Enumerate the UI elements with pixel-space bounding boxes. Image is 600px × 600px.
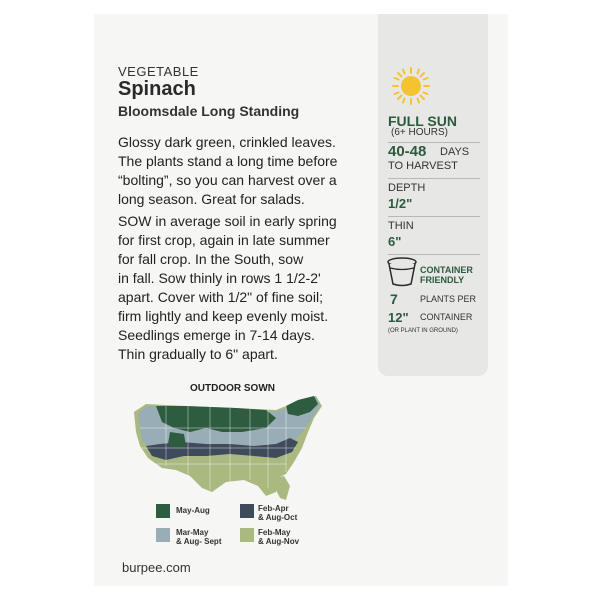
legend-label [176, 506, 210, 515]
sowing-line: firm lightly and keep evenly moist. [118, 308, 329, 324]
legend-label-line: Feb-May [258, 528, 291, 537]
sowing-line: Seedlings emerge in 7-14 days. [118, 327, 315, 343]
map-legend [156, 502, 326, 550]
thin-value: 6" [388, 234, 402, 249]
sowing-line: for first crop, again in late summer [118, 232, 330, 248]
legend-swatch [240, 528, 254, 542]
plant-title: Spinach [118, 78, 196, 100]
days-unit: DAYS [440, 146, 470, 158]
container-size-value: 12" [388, 310, 409, 325]
sowing-line: in fall. Sow thinly in rows 1 1/2-2' [118, 270, 321, 286]
plants-per-container-value: 7 [390, 291, 398, 307]
container-label-line: FRIENDLY [420, 275, 465, 285]
description-paragraph [118, 133, 368, 209]
legend-label [258, 504, 297, 522]
days-to-harvest-label: TO HARVEST [388, 160, 458, 172]
legend-label [258, 528, 299, 546]
legend-label-line: & Aug-Nov [258, 537, 300, 546]
legend-swatch [156, 528, 170, 542]
depth-value: 1/2" [388, 196, 413, 211]
container-pot-icon [386, 257, 418, 287]
category-label: VEGETABLE [118, 64, 199, 79]
sun-requirement: FULL SUN [388, 113, 457, 129]
legend-swatch [156, 504, 170, 518]
description-line: long season. Great for salads. [118, 191, 305, 207]
plants-per-label: PLANTS PER [420, 294, 477, 304]
us-planting-zone-map [126, 392, 336, 504]
sowing-line: apart. Cover with 1/2" of fine soil; [118, 289, 323, 305]
container-friendly-label [420, 265, 486, 285]
sowing-line: SOW in average soil in early spring [118, 213, 337, 229]
divider [388, 216, 480, 217]
variety-name: Bloomsdale Long Standing [118, 103, 300, 119]
days-to-harvest-value: 40-48 [388, 143, 427, 160]
website-url: burpee.com [122, 560, 191, 575]
description-line: Glossy dark green, crinkled leaves. [118, 134, 336, 150]
divider [388, 178, 480, 179]
legend-label-line: Mar-May [176, 528, 209, 537]
map-title: OUTDOOR SOWN [190, 383, 275, 394]
divider [388, 254, 480, 255]
depth-label: DEPTH [388, 182, 426, 194]
legend-label [176, 528, 221, 546]
legend-label-line: Feb-Apr [258, 504, 289, 513]
zone-florida [276, 476, 290, 500]
container-note: (OR PLANT IN GROUND) [388, 328, 458, 334]
container-label-line: CONTAINER [420, 265, 473, 275]
sun-icon [391, 66, 431, 106]
legend-label-line: & Aug-Oct [258, 513, 298, 522]
legend-swatch [240, 504, 254, 518]
sun-hours: (6+ HOURS) [391, 127, 448, 138]
description-line: “bolting”, so you can harvest over a [118, 172, 337, 188]
sowing-instructions [118, 212, 368, 364]
container-size-label: CONTAINER [420, 312, 473, 322]
legend-label-line: May-Aug [176, 506, 210, 515]
sowing-line: for fall crop. In the South, sow [118, 251, 304, 267]
legend-label-line: & Aug- Sept [176, 537, 222, 546]
description-line: The plants stand a long time before [118, 153, 338, 169]
sowing-line: Thin gradually to 6" apart. [118, 346, 278, 362]
thin-label: THIN [388, 220, 414, 232]
